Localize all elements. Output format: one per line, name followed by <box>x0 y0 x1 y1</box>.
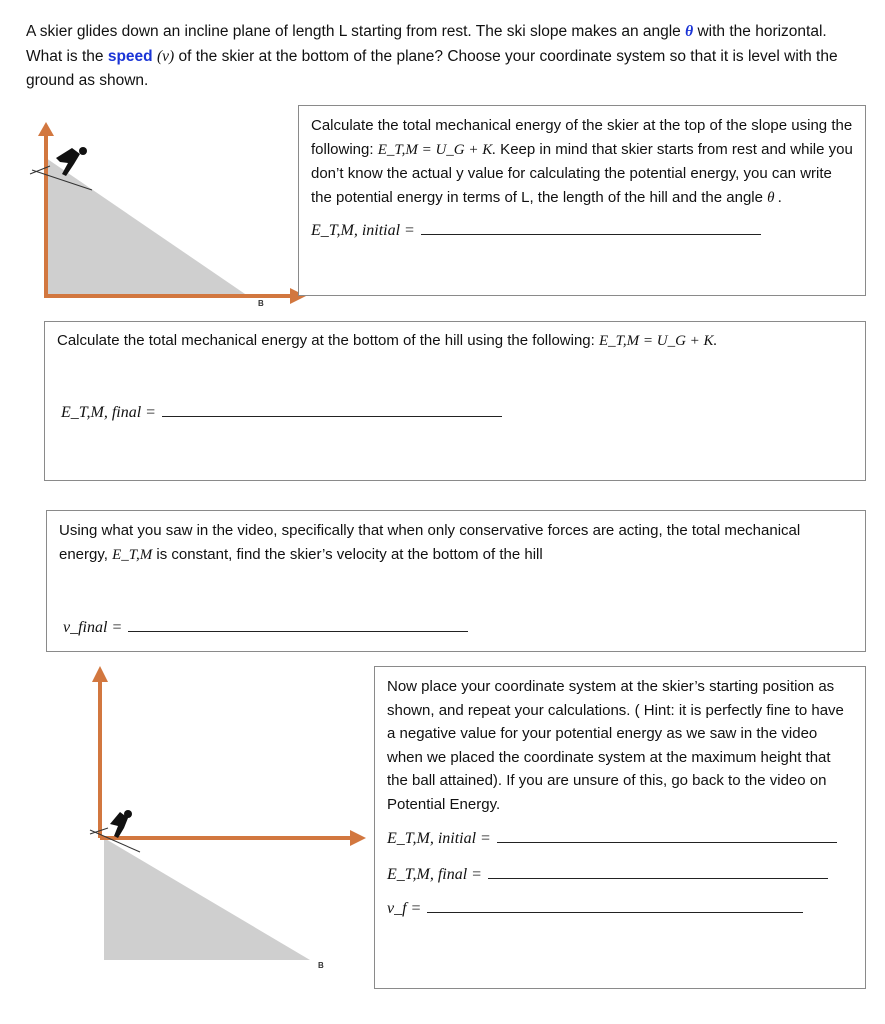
new-final-velocity-label: v_f = <box>387 900 422 917</box>
final-energy-label: E_T,M, final = <box>61 404 156 421</box>
new-final-energy-label: E_T,M, final = <box>387 866 482 883</box>
intro-text-1: A skier glides down an incline plane of length L starting from rest. The ski slope makes an angle <box>26 23 686 40</box>
slope-triangle <box>46 158 248 296</box>
box4-text: Now place your coordinate system at the skier’s starting position as shown, and repeat your calculations. ( Hint: it is perfectly fine to have a negative value for your potential energy as we saw in the video when we placed the coordinate system at the maximum height that the ball attained). If you are unsure of this, go back to the video on Potential Energy. <box>387 678 844 813</box>
ski-slope-figure-ground <box>20 118 320 318</box>
question-box-new-coordinates <box>374 666 866 989</box>
new-final-velocity-blank[interactable] <box>427 911 803 913</box>
new-initial-energy-blank[interactable] <box>497 841 837 843</box>
new-final-energy-blank[interactable] <box>488 877 828 879</box>
intro-text-2: with the horizontal. What is the <box>26 23 827 65</box>
box2-text: Calculate the total mechanical energy at the bottom of the hill using the following: <box>57 332 599 349</box>
final-energy-answer-blank[interactable] <box>162 415 502 417</box>
box3-text-2: is constant, find the skier’s velocity at the bottom of the hill <box>152 546 543 563</box>
initial-energy-answer-blank[interactable] <box>421 233 761 235</box>
box2-formula: E_T,M = U_G + K. <box>599 333 718 349</box>
problem-statement <box>26 20 866 94</box>
intro-text-3: of the skier at the bottom of the plane? Choose your coordinate system so that it is level with the ground as shown. <box>26 47 838 89</box>
box1-formula: E_T,M = U_G + K. <box>377 142 497 158</box>
point-b-label: B <box>318 961 324 970</box>
initial-energy-label: E_T,M, initial = <box>311 222 415 239</box>
box3-text-1: Using what you saw in the video, specifically that when only conservative forces are acting, the total mechanical energy, <box>59 522 801 563</box>
box3-formula: E_T,M <box>112 547 153 563</box>
question-box-initial-energy <box>298 105 866 296</box>
question-box-velocity <box>46 510 866 652</box>
slope-triangle <box>104 838 310 960</box>
theta-symbol: θ <box>685 23 694 40</box>
question-box-final-energy <box>44 321 866 481</box>
final-velocity-answer-blank[interactable] <box>128 630 468 632</box>
new-initial-energy-label: E_T,M, initial = <box>387 830 491 847</box>
box1-text-2: Keep in mind that skier starts from rest and while you don’t know the actual y value for calculating the potential energy, you can write the potential energy in terms of L, the length of the hill and the angle <box>311 141 853 206</box>
final-velocity-label: v_final = <box>63 619 123 636</box>
speed-variable: (v) <box>156 47 175 65</box>
box1-theta: θ . <box>767 190 783 206</box>
speed-word: speed <box>107 47 153 65</box>
point-b-label: B <box>258 299 264 308</box>
ski-slope-figure-start <box>84 662 384 982</box>
x-axis-arrowhead <box>350 830 366 846</box>
y-axis-arrowhead <box>38 122 54 136</box>
box1-text-1: Calculate the total mechanical energy of the skier at the top of the slope using the following: <box>311 117 853 158</box>
y-axis-arrowhead <box>92 666 108 682</box>
